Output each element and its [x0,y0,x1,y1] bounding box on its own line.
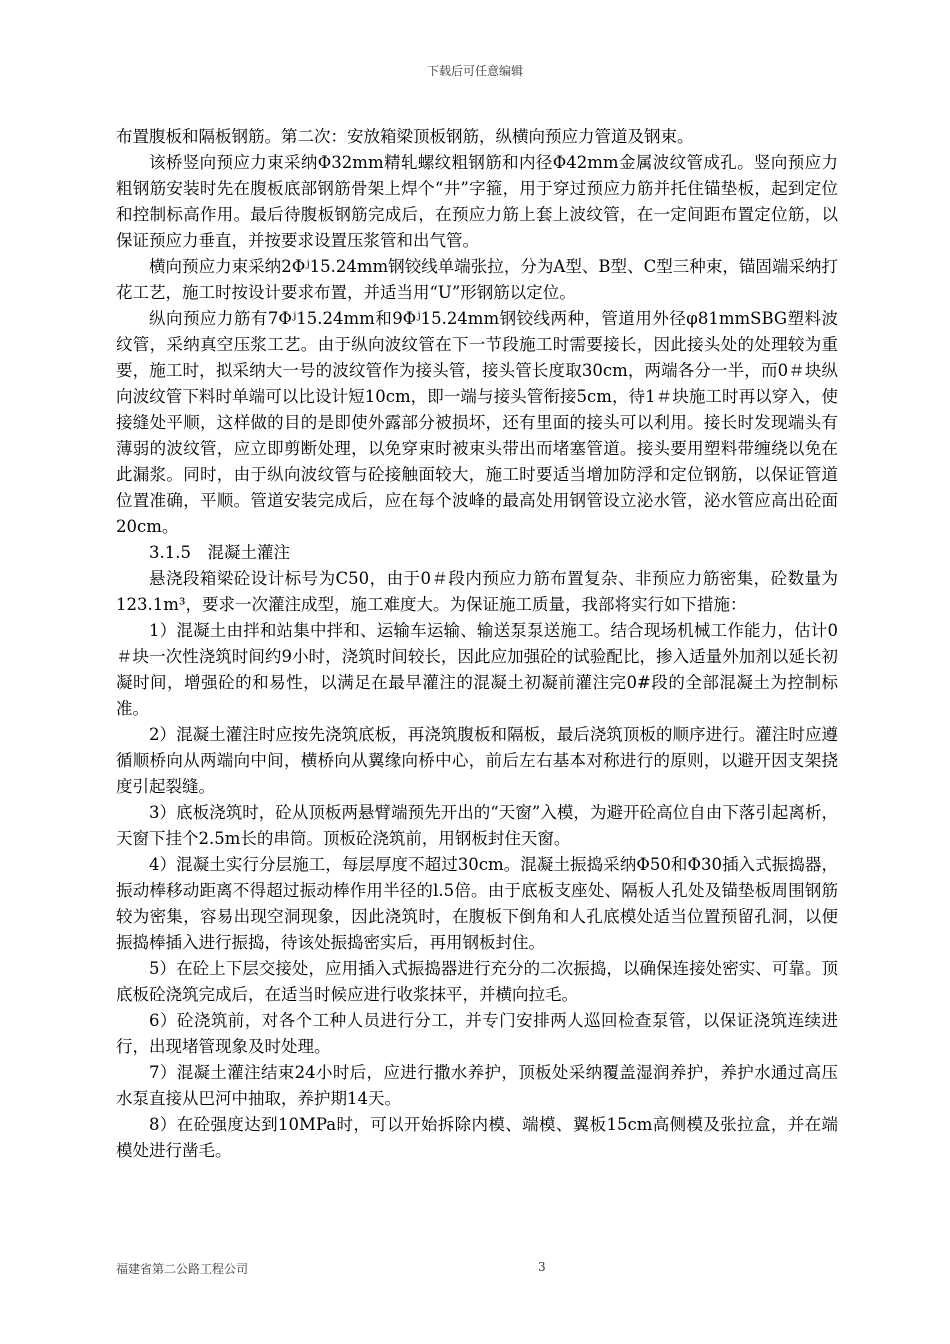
list-item: 7）混凝土灌注结束24小时后，应进行撒水养护，顶板处采纳覆盖湿润养护，养护水通过高压水泵直接从巴河中抽取，养护期14天。 [116,1063,838,1108]
paragraph: 该桥竖向预应力束采纳Φ32mm精轧螺纹粗钢筋和内径Φ42mm金属波纹管成孔。竖向预应力粗钢筋安装时先在腹板底部钢筋骨架上焊个“井”字箍，用于穿过预应力筋并托住锚垫板，起到定位和控制标高作用。最后待腹板钢筋完成后，在预应力筋上套上波纹管，在一定间距布置定位筋，以保证预应力垂直，并按要求设置压浆管和出气管。 [116,153,838,250]
list-item: 1）混凝土由拌和站集中拌和、运输车运输、输送泵泵送施工。结合现场机械工作能力，估计0＃块一次性浇筑时间约9小时，浇筑时间较长，因此应加强砼的试验配比，掺入适量外加剂以延长初凝时间，增强砼的和易性，以满足在最早灌注的混凝土初凝前灌注完0#段的全部混凝土为控制标准。 [116,621,838,718]
list-item: 6）砼浇筑前，对各个工种人员进行分工，并专门安排两人巡回检查泵管，以保证浇筑连续进行，出现堵管现象及时处理。 [116,1011,838,1056]
paragraph: 纵向预应力筋有7Φʲ15.24mm和9Φʲ15.24mm钢铰线两种，管道用外径φ81mmSBG塑料波纹管，采纳真空压浆工艺。由于纵向波纹管在下一节段施工时需要接长，因此接头处的处理较为重要，施工时，拟采纳大一号的波纹管作为接头管，接头管长度取30cm，两端各分一半，而0＃块纵向波纹管下料时单端可以比设计短10cm，即一端与接头管衔接5cm，待1＃块施工时再以穿入，使接缝处平顺，这样做的目的是即使外露部分被损坏，还有里面的接头可以利用。接长时发现端头有薄弱的波纹管，应立即剪断处理，以免穿束时被束头带出而堵塞管道。接头要用塑料带缠绕以免在此漏浆。同时，由于纵向波纹管与砼接触面较大，施工时要适当增加防浮和定位钢筋，以保证管道位置准确，平顺。管道安装完成后，应在每个波峰的最高处用钢管设立泌水管，泌水管应高出砼面20cm。 [116,309,838,536]
paragraph: 横向预应力束采纳2Φʲ15.24mm钢铰线单端张拉，分为A型、B型、C型三种束，锚固端采纳打花工艺，施工时按设计要求布置，并适当用“U”形钢筋以定位。 [116,257,838,302]
list-item: 4）混凝土实行分层施工，每层厚度不超过30cm。混凝土振捣采纳Φ50和Φ30插入式振捣器，振动棒移动距离不得超过振动棒作用半径的l.5倍。由于底板支座处、隔板人孔处及锚垫板周围钢筋较为密集，容易出现空洞现象，因此浇筑时，在腹板下倒角和人孔底模处适当位置预留孔洞，以便振捣棒插入进行振捣，待该处振捣密实后，再用钢板封住。 [116,855,838,952]
paragraph: 悬浇段箱梁砼设计标号为C50，由于0＃段内预应力筋布置复杂、非预应力筋密集，砼数量为123.1m³，要求一次灌注成型，施工难度大。为保证施工质量，我部将实行如下措施： [116,569,838,614]
list-item: 5）在砼上下层交接处，应用插入式振捣器进行充分的二次振捣，以确保连接处密实、可靠。顶底板砼浇筑完成后，在适当时候应进行收浆抹平，并横向拉毛。 [116,959,838,1004]
document-body [116,124,838,1164]
footer-company: 福建省第二公路工程公司 [116,1262,249,1276]
paragraph: 布置腹板和隔板钢筋。第二次：安放箱梁顶板钢筋，纵横向预应力管道及钢束。 [116,127,694,146]
page-header: 下载后可任意编辑 [426,64,523,78]
section-heading: 3.1.5 混凝土灌注 [149,543,290,562]
list-item: 2）混凝土灌注时应按先浇筑底板，再浇筑腹板和隔板，最后浇筑顶板的顺序进行。灌注时应遵循顺桥向从两端向中间，横桥向从翼缘向桥中心，前后左右基本对称进行的原则，以避开因支架挠度引起裂缝。 [116,725,838,796]
list-item: 8）在砼强度达到10MPa时，可以开始拆除内模、端模、翼板15cm高侧模及张拉盒，并在端模处进行凿毛。 [116,1115,838,1160]
list-item: 3）底板浇筑时，砼从顶板两悬臂端预先开出的“天窗”入模，为避开砼高位自由下落引起离析，天窗下挂个2.5m长的串筒。顶板砼浇筑前，用钢板封住天窗。 [116,803,838,848]
footer-page-number: 3 [538,1260,546,1274]
